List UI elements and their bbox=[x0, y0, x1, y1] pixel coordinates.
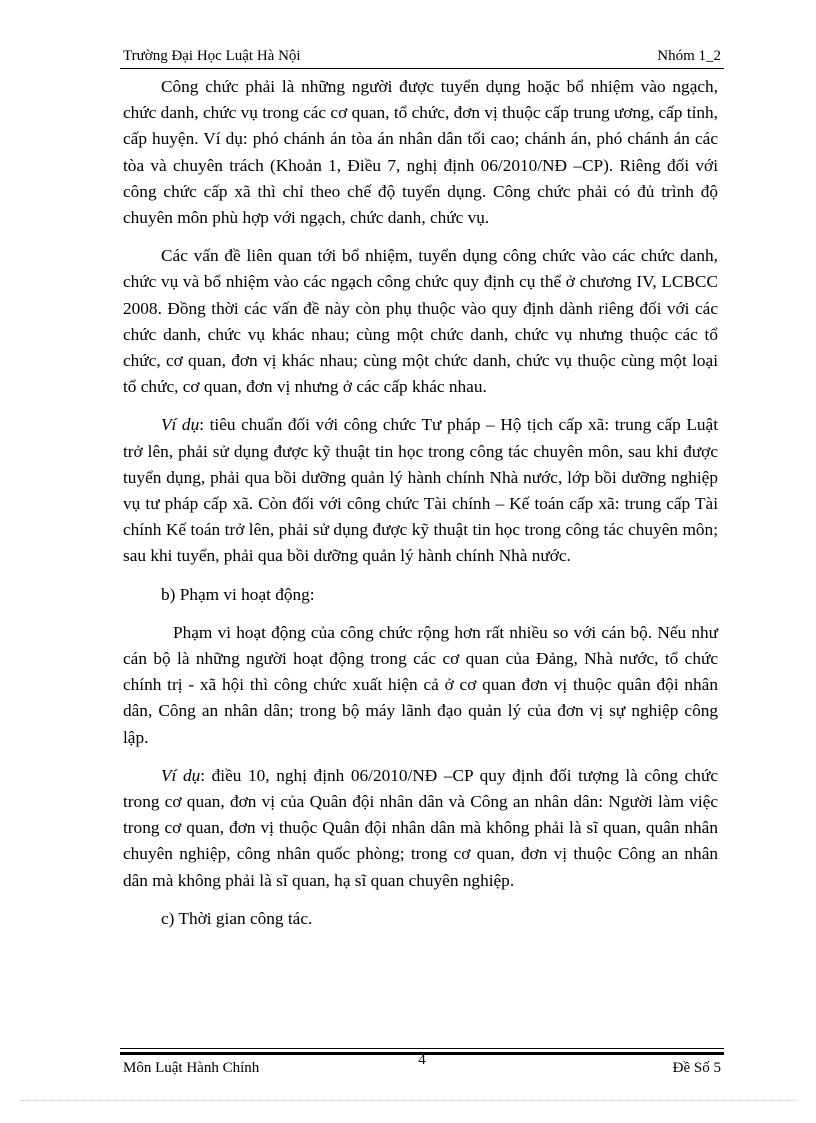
example-text: : điều 10, nghị định 06/2010/NĐ –CP quy định đối tượng là công chức trong cơ quan, đơn vị của Quân đội nhân dân và Công an nhân dân: Người làm việc trong cơ quan, đơn vị thuộc Quân đội nhân dân mà không phải là sĩ quan, quân nhân chuyên nghiệp, công nhân quốc phòng; trong cơ quan, đơn vị thuộc Công an nhân dân mà không phải là sĩ quan, hạ sĩ quan chuyên nghiệp. bbox=[123, 765, 718, 890]
header-school: Trường Đại Học Luật Hà Nội bbox=[123, 48, 301, 64]
document-body bbox=[123, 74, 718, 932]
page-number: 4 bbox=[418, 1052, 426, 1068]
header-divider bbox=[120, 68, 724, 69]
paragraph-1: Công chức phải là những người được tuyển dụng hoặc bổ nhiệm vào ngạch, chức danh, chức vụ trong các cơ quan, tổ chức, đơn vị thuộc cấp trung ương, cấp tỉnh, cấp huyện. Ví dụ: phó chánh án tòa án nhân dân tối cao; chánh án, phó chánh án các tòa và chuyên trách (Khoản 1, Điều 7, nghị định 06/2010/NĐ –CP). Riêng đối với công chức cấp xã thì chỉ theo chế độ tuyển dụng. Công chức phải có đủ trình độ chuyên môn phù hợp với ngạch, chức danh, chức vụ. bbox=[123, 77, 718, 228]
page-header bbox=[123, 48, 721, 68]
section-heading-b: b) Phạm vi hoạt động: bbox=[161, 584, 315, 604]
footer-topic: Đề Số 5 bbox=[672, 1060, 721, 1076]
footer-divider-thin bbox=[120, 1048, 724, 1049]
example-text: : tiêu chuẩn đối với công chức Tư pháp – Hộ tịch cấp xã: trung cấp Luật trở lên, phải sử dụng được kỹ thuật tin học trong công tác chuyên môn, sau khi được tuyển dụng, phải qua bồi dưỡng quản lý hành chính Nhà nước, lớp bồi dưỡng nghiệp vụ tư pháp cấp xã. Còn đối với công chức Tài chính – Kế toán cấp xã: trung cấp Tài chính Kế toán trở lên, phải sử dụng được kỹ thuật tin học trong công tác chuyên môn; sau khi tuyển, phải qua bồi dưỡng quản lý hành chính Nhà nước. bbox=[123, 415, 718, 566]
example-lead: Ví dụ bbox=[161, 765, 201, 785]
section-heading-c: c) Thời gian công tác. bbox=[161, 908, 313, 928]
page-footer bbox=[123, 1060, 721, 1080]
paragraph-2: Các vấn đề liên quan tới bổ nhiệm, tuyển dụng công chức vào các chức danh, chức vụ và bổ nhiệm vào các ngạch công chức quy định cụ thể ở chương IV, LCBCC 2008. Đồng thời các vấn đề này còn phụ thuộc vào quy định dành riêng đối với các chức danh, chức vụ khác nhau; cùng một chức danh, chức vụ nhưng thuộc các tổ chức, cơ quan, đơn vị khác nhau; cùng một chức danh, chức vụ thuộc cùng một loại tổ chức, cơ quan, đơn vị nhưng ở các cấp khác nhau. bbox=[123, 246, 718, 397]
paragraph-6 bbox=[123, 763, 718, 894]
header-group: Nhóm 1_2 bbox=[657, 48, 721, 64]
example-lead: Ví dụ bbox=[161, 415, 200, 435]
paragraph-3 bbox=[123, 412, 718, 569]
footer-subject: Môn Luật Hành Chính bbox=[123, 1060, 260, 1076]
page-edge-divider bbox=[20, 1100, 796, 1101]
paragraph-5: Phạm vi hoạt động của công chức rộng hơn rất nhiều so với cán bộ. Nếu như cán bộ là những người hoạt động trong các cơ quan của Đảng, Nhà nước, tổ chức chính trị - xã hội thì công chức xuất hiện cả ở cơ quan đơn vị thuộc quân đội nhân dân, Công an nhân dân; trong bộ máy lãnh đạo quản lý của đơn vị sự nghiệp công lập. bbox=[123, 622, 718, 747]
